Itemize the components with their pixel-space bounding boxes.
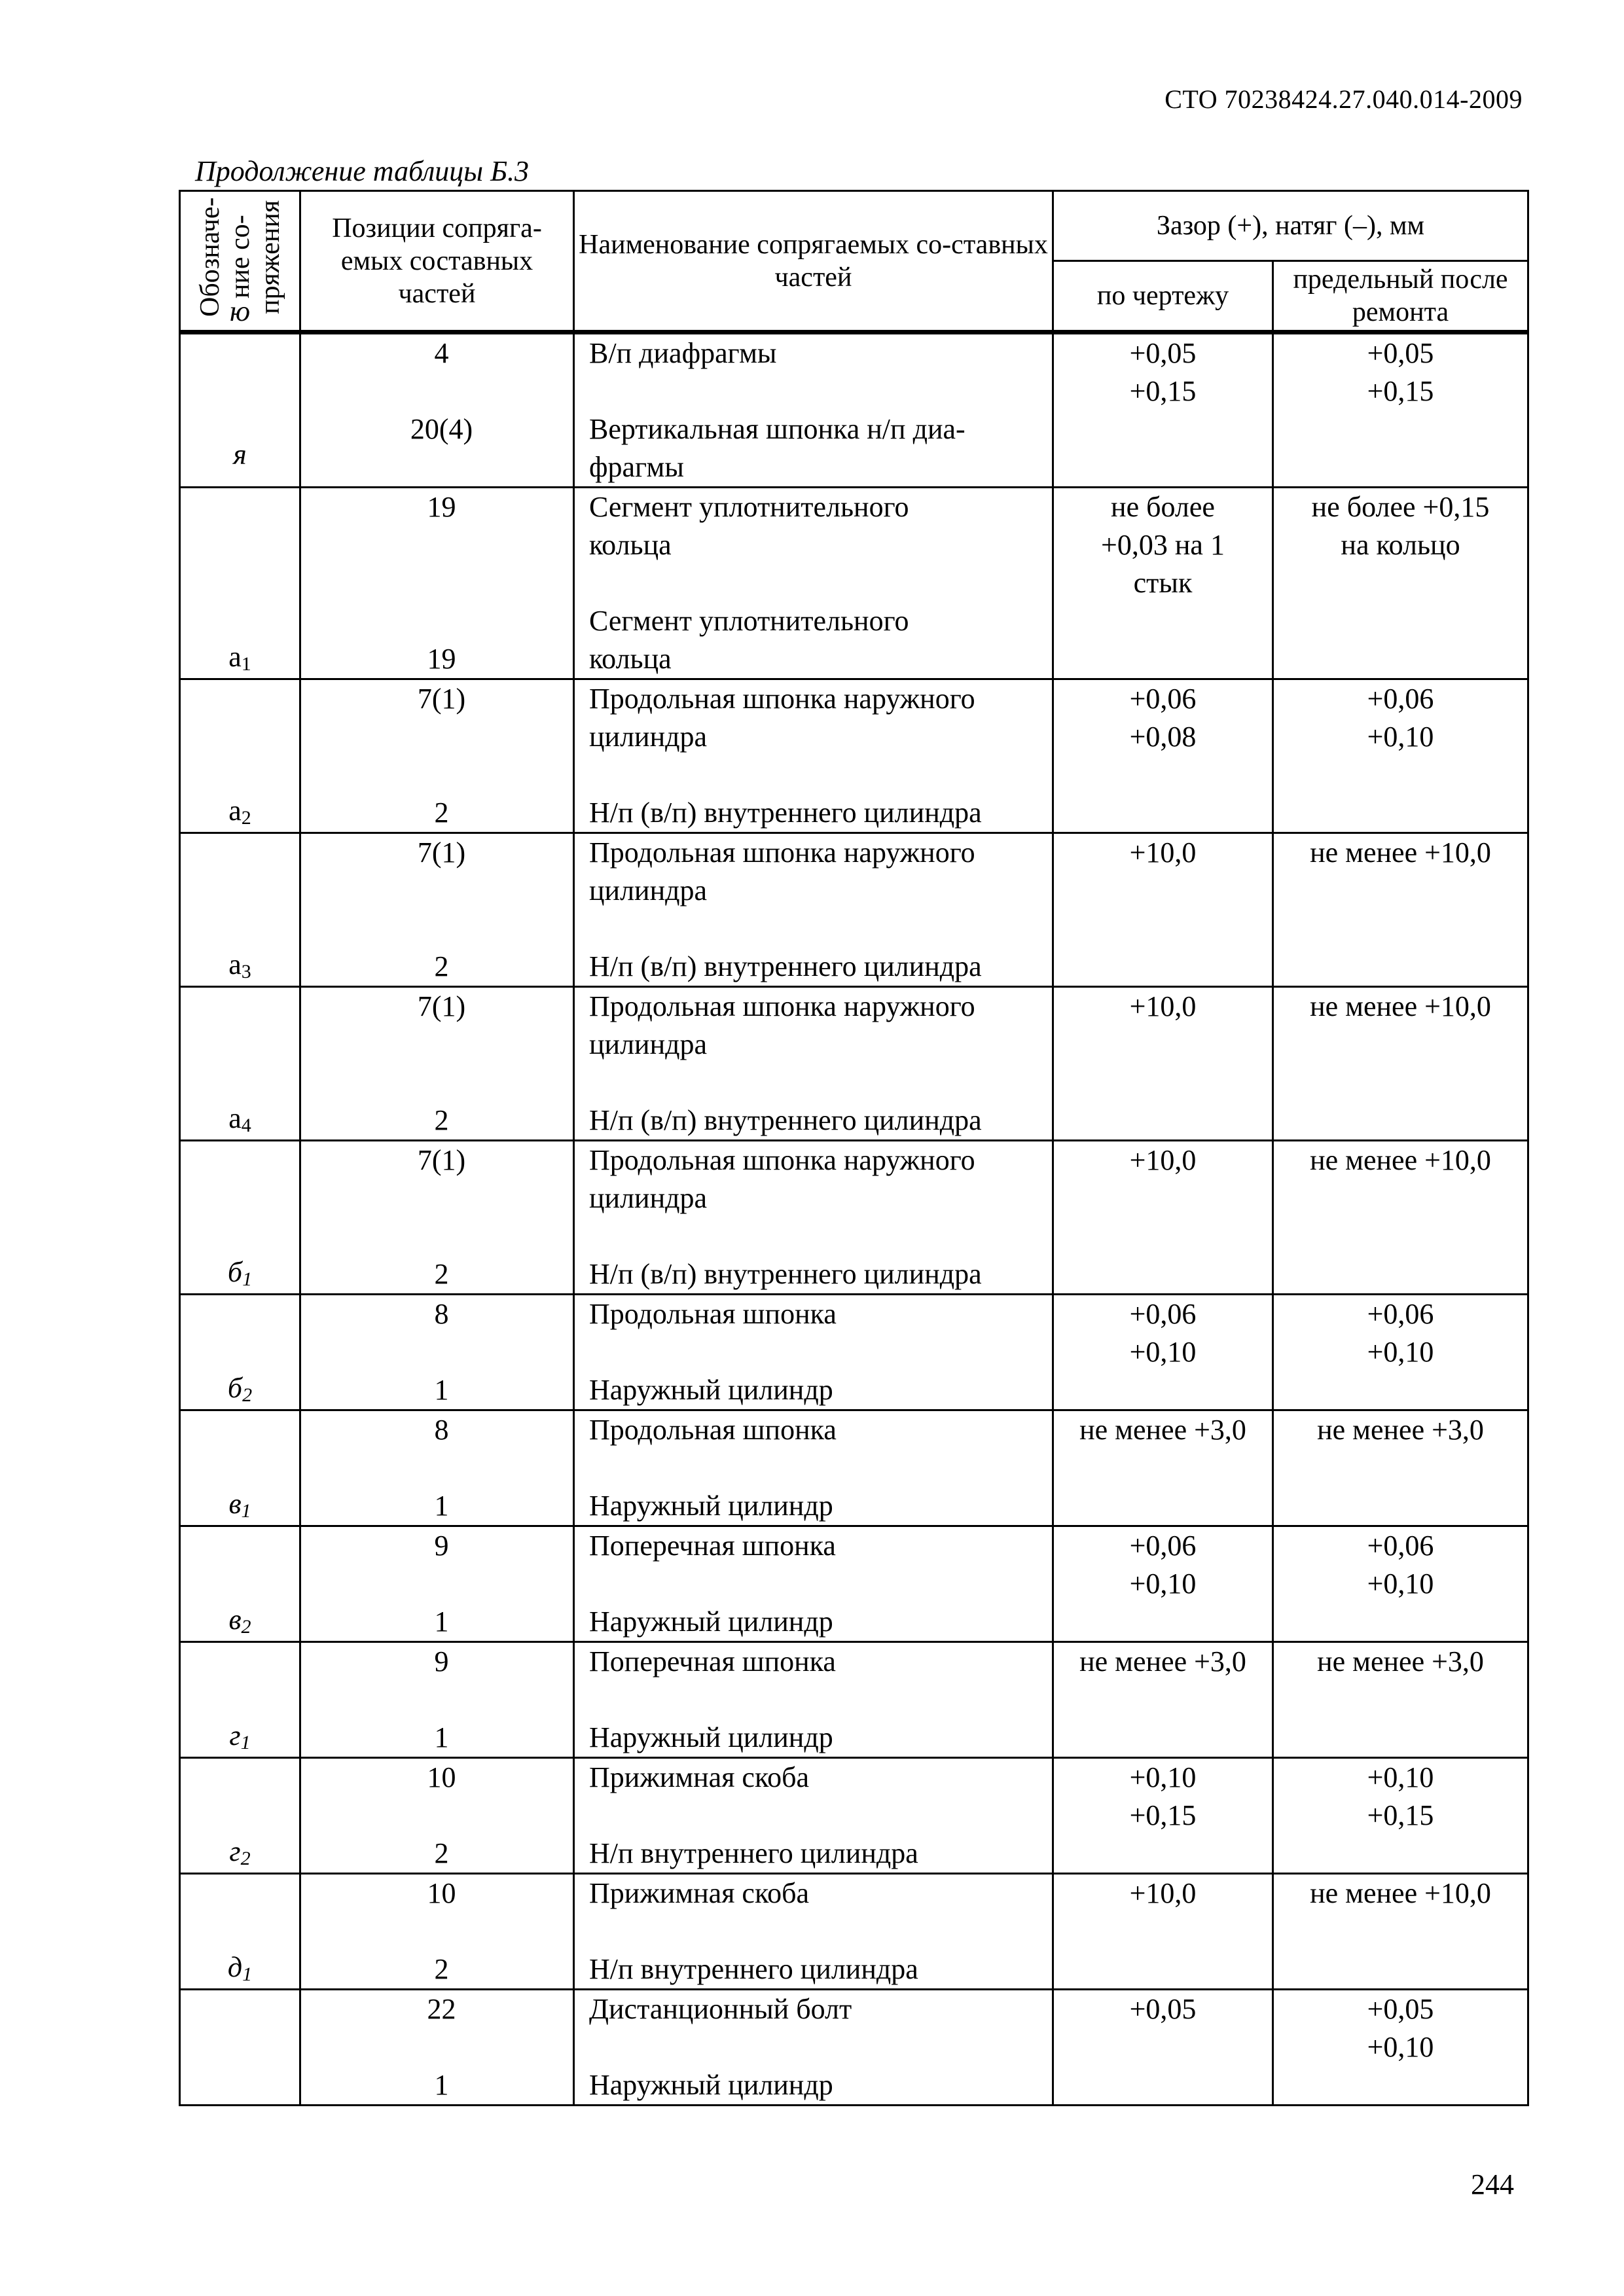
name-cell xyxy=(574,1410,1053,1526)
designation-label xyxy=(181,1601,299,1639)
name-cell xyxy=(574,679,1053,833)
designation-subscript: 2 xyxy=(242,1384,253,1406)
by-drawing-cell xyxy=(1053,488,1273,679)
designation-letter: а xyxy=(228,1102,242,1134)
drawing-value-1: +0,10 xyxy=(1129,1761,1197,1793)
table-row xyxy=(180,1874,1528,1990)
limit-cell xyxy=(1273,1295,1528,1410)
by-drawing-cell xyxy=(1053,833,1273,987)
position-bottom: 1 xyxy=(434,1605,449,1638)
designation-letter: д xyxy=(227,1951,243,1983)
name-cell xyxy=(574,1141,1053,1295)
position-bottom: 1 xyxy=(434,1490,449,1522)
part-name-top: Поперечная шпонка xyxy=(589,1530,836,1562)
part-name-bottom: Наружный цилиндр xyxy=(589,1374,833,1406)
name-cell xyxy=(574,488,1053,679)
part-name-bottom: Н/п (в/п) внутреннего цилиндра xyxy=(589,1258,982,1290)
position-bottom: 20(4) xyxy=(410,413,473,445)
designation-subscript: 4 xyxy=(241,1115,251,1136)
column-header-name-text: Наименование сопрягаемых со-ставных частей xyxy=(579,229,1048,293)
part-name-top-line2: кольца xyxy=(589,529,672,561)
drawing-value-1: +0,05 xyxy=(1129,1993,1197,2025)
part-name-top: Дистанционный болт xyxy=(589,1993,852,2025)
drawing-value-2: +0,15 xyxy=(1129,1799,1197,1831)
limit-value-1: +0,06 xyxy=(1367,1530,1434,1562)
designation-label xyxy=(181,1100,299,1138)
limit-cell xyxy=(1273,1642,1528,1758)
limit-cell xyxy=(1273,332,1528,488)
position-bottom: 1 xyxy=(434,1374,449,1406)
designation-letter: а xyxy=(228,641,242,673)
designation-label xyxy=(181,1948,299,1986)
limit-value-1: не менее +10,0 xyxy=(1310,1144,1491,1176)
designation-label xyxy=(181,1833,299,1871)
designation-label xyxy=(181,946,299,984)
table-row xyxy=(180,833,1528,987)
drawing-value-1: не более xyxy=(1111,491,1215,523)
designation-label xyxy=(181,1253,299,1291)
limit-value-2: на кольцо xyxy=(1341,529,1460,561)
drawing-value-2: +0,15 xyxy=(1129,375,1197,407)
drawing-value-2: +0,03 на 1 xyxy=(1101,529,1225,561)
positions-cell xyxy=(300,488,574,679)
limit-cell xyxy=(1273,1990,1528,2106)
positions-cell xyxy=(300,1758,574,1874)
name-cell xyxy=(574,833,1053,987)
part-name-top-line1: Продольная шпонка наружного xyxy=(589,683,975,715)
part-name-top-line2: цилиндра xyxy=(589,721,708,753)
drawing-value-1: +10,0 xyxy=(1129,990,1197,1022)
by-drawing-cell xyxy=(1053,1295,1273,1410)
by-drawing-cell xyxy=(1053,1758,1273,1874)
limit-value-2: +0,15 xyxy=(1367,1799,1434,1831)
name-cell xyxy=(574,1758,1053,1874)
designation-label xyxy=(181,792,299,830)
by-drawing-cell xyxy=(1053,332,1273,488)
part-name-top-line2: цилиндра xyxy=(589,874,708,906)
limit-value-2: +0,15 xyxy=(1367,375,1434,407)
column-header-by-drawing-text: по чертежу xyxy=(1096,281,1229,311)
column-header-positions-text: Позиции сопряга-емых составных частей xyxy=(332,213,542,309)
table-row xyxy=(180,679,1528,833)
limit-cell xyxy=(1273,488,1528,679)
designation-label xyxy=(181,1369,299,1407)
designation-letter: г xyxy=(229,1719,241,1751)
limit-value-1: не менее +10,0 xyxy=(1310,836,1491,869)
designation-subscript: 1 xyxy=(240,1732,251,1753)
table-row xyxy=(180,332,1528,488)
limit-value-1: не менее +10,0 xyxy=(1310,1877,1491,1909)
positions-cell xyxy=(300,332,574,488)
by-drawing-cell xyxy=(1053,1526,1273,1642)
document-code: СТО 70238424.27.040.014-2009 xyxy=(1164,84,1523,114)
designation-label: я xyxy=(233,439,247,471)
page-number: 244 xyxy=(1471,2168,1514,2200)
positions-cell xyxy=(300,1642,574,1758)
name-cell xyxy=(574,332,1053,488)
column-header-designation-text: Обозначе-ние со-пряжения xyxy=(194,197,285,317)
position-top: 8 xyxy=(434,1298,449,1330)
fit-clearance-table xyxy=(179,190,1529,2106)
drawing-value-1: +10,0 xyxy=(1129,1144,1197,1176)
table-row xyxy=(180,1990,1528,2106)
part-name-top-line1: Продольная шпонка наружного xyxy=(589,1144,975,1176)
name-cell xyxy=(574,1642,1053,1758)
by-drawing-cell xyxy=(1053,1642,1273,1758)
part-name-bottom: Наружный цилиндр xyxy=(589,1605,833,1638)
drawing-value-1: +0,06 xyxy=(1129,1530,1197,1562)
part-name-top-line2: цилиндра xyxy=(589,1028,708,1060)
limit-cell xyxy=(1273,833,1528,987)
designation-letter: б xyxy=(227,1372,243,1404)
position-top: 7(1) xyxy=(417,683,466,715)
part-name-top: Продольная шпонка xyxy=(589,1298,837,1330)
designation-letter: г xyxy=(229,1835,241,1867)
part-name-bottom-line2: кольца xyxy=(589,643,672,675)
position-top: 10 xyxy=(427,1877,456,1909)
position-top: 7(1) xyxy=(417,990,466,1022)
position-bottom: 2 xyxy=(434,1258,449,1290)
designation-subscript: 2 xyxy=(240,1848,251,1869)
drawing-value-1: не менее +3,0 xyxy=(1079,1414,1246,1446)
by-drawing-cell xyxy=(1053,1141,1273,1295)
positions-cell xyxy=(300,1526,574,1642)
position-top: 9 xyxy=(434,1530,449,1562)
column-header-designation xyxy=(180,191,300,332)
position-bottom: 2 xyxy=(434,950,449,982)
column-header-by-drawing xyxy=(1053,261,1273,332)
part-name-top-line2: цилиндра xyxy=(589,1182,708,1214)
designation-subscript: 1 xyxy=(241,653,251,675)
position-top: 22 xyxy=(427,1993,456,2025)
limit-value-1: +0,05 xyxy=(1367,337,1434,369)
part-name-top: Продольная шпонка xyxy=(589,1414,837,1446)
position-bottom: 2 xyxy=(434,1953,449,1985)
name-cell xyxy=(574,987,1053,1141)
position-bottom: 1 xyxy=(434,2069,449,2101)
drawing-value-1: +10,0 xyxy=(1129,1877,1197,1909)
table-row xyxy=(180,987,1528,1141)
limit-value-1: не менее +10,0 xyxy=(1310,990,1491,1022)
drawing-value-1: +0,06 xyxy=(1129,1298,1197,1330)
part-name-bottom: Н/п (в/п) внутреннего цилиндра xyxy=(589,950,982,982)
positions-cell xyxy=(300,833,574,987)
limit-value-2: +0,10 xyxy=(1367,721,1434,753)
by-drawing-cell xyxy=(1053,987,1273,1141)
position-top: 19 xyxy=(427,491,456,523)
table-row xyxy=(180,1526,1528,1642)
limit-cell xyxy=(1273,987,1528,1141)
part-name-top: Поперечная шпонка xyxy=(589,1645,836,1677)
column-header-gap-group xyxy=(1053,191,1528,261)
position-top: 8 xyxy=(434,1414,449,1446)
part-name-bottom-line2: фрагмы xyxy=(589,451,684,483)
table-row xyxy=(180,1295,1528,1410)
by-drawing-cell xyxy=(1053,1874,1273,1990)
position-bottom: 2 xyxy=(434,1837,449,1869)
column-header-gap-group-text: Зазор (+), натяг (–), мм xyxy=(1156,211,1425,241)
drawing-value-1: не менее +3,0 xyxy=(1079,1645,1246,1677)
part-name-bottom: Н/п внутреннего цилиндра xyxy=(589,1953,918,1985)
position-top: 9 xyxy=(434,1645,449,1677)
limit-cell xyxy=(1273,1410,1528,1526)
designation-letter: в xyxy=(228,1488,242,1520)
position-top: 7(1) xyxy=(417,836,466,869)
designation-subscript: 2 xyxy=(241,1616,251,1638)
designation-subscript: 1 xyxy=(241,1500,251,1522)
column-header-limit-text: предельный после ремонта xyxy=(1293,264,1508,327)
designation-letter: а xyxy=(228,948,242,980)
drawing-value-1: +0,05 xyxy=(1129,337,1197,369)
designation-subscript: 1 xyxy=(242,1268,253,1290)
table-row xyxy=(180,1642,1528,1758)
drawing-value-2: +0,10 xyxy=(1129,1336,1197,1368)
part-name-bottom-line1: Сегмент уплотнительного xyxy=(589,605,909,637)
limit-value-1: +0,05 xyxy=(1367,1993,1434,2025)
positions-cell xyxy=(300,987,574,1141)
column-header-name xyxy=(574,191,1053,332)
limit-value-2: +0,10 xyxy=(1367,1336,1434,1368)
table-row xyxy=(180,1141,1528,1295)
part-name-bottom: Н/п (в/п) внутреннего цилиндра xyxy=(589,1104,982,1136)
part-name-bottom: Наружный цилиндр xyxy=(589,1721,833,1753)
positions-cell xyxy=(300,1141,574,1295)
positions-cell xyxy=(300,1874,574,1990)
drawing-value-1: +0,06 xyxy=(1129,683,1197,715)
designation-subscript: 2 xyxy=(241,807,251,829)
limit-value-2: +0,10 xyxy=(1367,1568,1434,1600)
limit-cell xyxy=(1273,1141,1528,1295)
name-cell xyxy=(574,1526,1053,1642)
part-name-bottom: Н/п (в/п) внутреннего цилиндра xyxy=(589,797,982,829)
name-cell xyxy=(574,1990,1053,2106)
part-name-bottom: Наружный цилиндр xyxy=(589,2069,833,2101)
table-row xyxy=(180,1410,1528,1526)
table-caption: Продолжение таблицы Б.3 xyxy=(195,155,530,187)
designation-letter: б xyxy=(227,1256,243,1288)
designation-letter: а xyxy=(228,795,242,827)
part-name-top-line1: Продольная шпонка наружного xyxy=(589,836,975,869)
position-top: 4 xyxy=(434,337,449,369)
table-header-row xyxy=(180,191,1528,261)
drawing-value-2: +0,08 xyxy=(1129,721,1197,753)
positions-cell xyxy=(300,679,574,833)
limit-cell xyxy=(1273,1758,1528,1874)
by-drawing-cell xyxy=(1053,1990,1273,2106)
positions-cell xyxy=(300,1410,574,1526)
position-bottom: 19 xyxy=(427,643,456,675)
position-bottom: 2 xyxy=(434,1104,449,1136)
part-name-top-line1: Сегмент уплотнительного xyxy=(589,491,909,523)
designation-subscript: 1 xyxy=(242,1964,253,1985)
column-header-limit xyxy=(1273,261,1528,332)
part-name-top-line1: Продольная шпонка наружного xyxy=(589,990,975,1022)
limit-value-1: не менее +3,0 xyxy=(1317,1414,1484,1446)
designation-label: ю xyxy=(229,295,251,327)
limit-cell xyxy=(1273,1874,1528,1990)
position-bottom: 1 xyxy=(434,1721,449,1753)
part-name-top: Прижимная скоба xyxy=(589,1877,810,1909)
name-cell xyxy=(574,1874,1053,1990)
drawing-value-2: +0,10 xyxy=(1129,1568,1197,1600)
designation-cell xyxy=(180,1951,300,2106)
position-top: 7(1) xyxy=(417,1144,466,1176)
limit-value-1: не более +0,15 xyxy=(1311,491,1490,523)
by-drawing-cell xyxy=(1053,1410,1273,1526)
designation-label xyxy=(181,1485,299,1523)
column-header-positions xyxy=(300,191,574,332)
limit-value-2: +0,10 xyxy=(1367,2031,1434,2063)
designation-subscript: 3 xyxy=(241,961,251,982)
limit-value-1: +0,10 xyxy=(1367,1761,1434,1793)
drawing-value-1: +10,0 xyxy=(1129,836,1197,869)
position-top: 10 xyxy=(427,1761,456,1793)
designation-letter: в xyxy=(228,1604,242,1636)
limit-value-1: +0,06 xyxy=(1367,683,1434,715)
table-row xyxy=(180,488,1528,679)
positions-cell xyxy=(300,1990,574,2106)
part-name-top: Прижимная скоба xyxy=(589,1761,810,1793)
position-bottom: 2 xyxy=(434,797,449,829)
positions-cell xyxy=(300,1295,574,1410)
limit-cell xyxy=(1273,1526,1528,1642)
designation-label xyxy=(181,1717,299,1755)
table-row xyxy=(180,1758,1528,1874)
part-name-bottom-line1: Вертикальная шпонка н/п диа- xyxy=(589,413,965,445)
limit-value-1: +0,06 xyxy=(1367,1298,1434,1330)
part-name-bottom: Н/п внутреннего цилиндра xyxy=(589,1837,918,1869)
part-name-bottom: Наружный цилиндр xyxy=(589,1490,833,1522)
drawing-value-3: стык xyxy=(1133,567,1193,599)
designation-label xyxy=(181,638,299,676)
name-cell xyxy=(574,1295,1053,1410)
part-name-top: В/п диафрагмы xyxy=(589,337,777,369)
limit-value-1: не менее +3,0 xyxy=(1317,1645,1484,1677)
limit-cell xyxy=(1273,679,1528,833)
by-drawing-cell xyxy=(1053,679,1273,833)
